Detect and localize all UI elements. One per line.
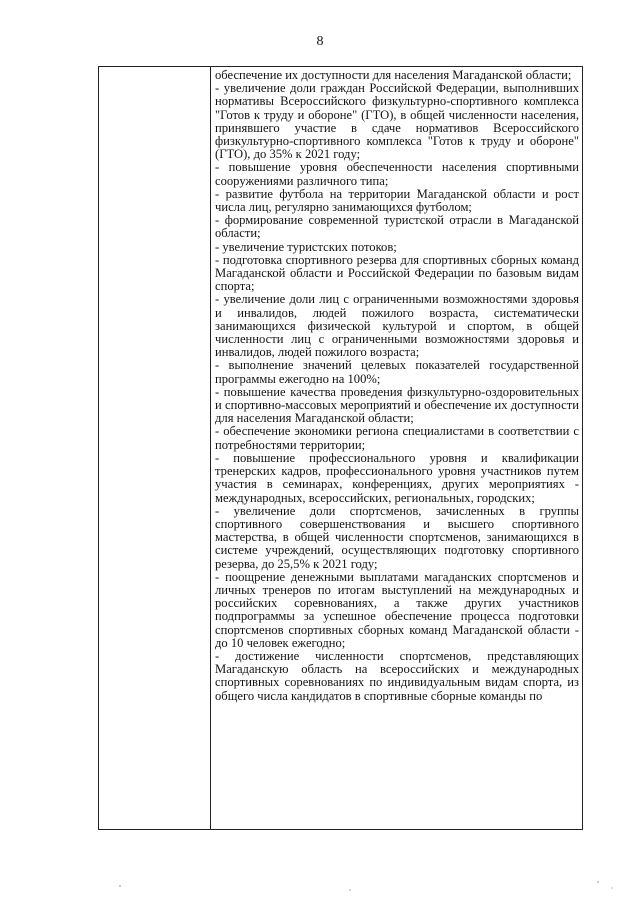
list-item: обеспечение их доступности для населения Магаданской области;	[215, 68, 572, 82]
page-number: 8	[316, 34, 324, 49]
table-right-cell	[211, 67, 582, 829]
list-item: - формирование современной туристской отрасли в Магаданской области;	[215, 213, 579, 241]
list-item: - обеспечение экономики региона специалистами в соответствии с потребностями территории;	[215, 424, 579, 452]
list-item: - поощрение денежными выплатами магаданских спортсменов и личных тренеров по итогам выступлений на международных и российских соревнованиях, а также других участников подпрограммы за успешное обеспечение процесса подготовки спортсменов спортивных сборных команд Магаданской области - до 10 человек ежегодно;	[215, 569, 579, 650]
list-item: - увеличение доли лиц с ограниченными возможностями здоровья и инвалидов, людей пожилого возраста, систематически занимающихся физической культурой и спортом, в общей численности лиц с ограниченными возможностями здоровья и инвалидов, людей пожилого возраста;	[215, 292, 579, 360]
table-left-cell	[99, 67, 211, 829]
program-table	[98, 66, 583, 830]
list-item: - увеличение доли граждан Российской Федерации, выполнивших нормативы Всероссийского физкультурно-спортивного комплекса "Готов к труду и обороне" (ГТО), в общей численности населения, принявшего участие в сдаче нормативов Всероссийского физкультурно-спортивного комплекса "Готов к труду и обороне" (ГТО), до 35% к 2021 году;	[215, 81, 579, 162]
list-item: - повышение профессионального уровня и квалификации тренерских кадров, профессионального уровня участников путем участия в семинарах, конференциях, других мероприятиях - международных, всероссийских, региональных, городских;	[215, 450, 579, 505]
list-item: - увеличение доли спортсменов, зачисленных в группы спортивного совершенствования и высшего спортивного мастерства, в общей численности спортсменов, занимающихся в системе учреждений, осуществляющих подготовку спортивного резерва, до 25,5% к 2021 году;	[215, 503, 579, 571]
list-item: - повышение качества проведения физкультурно-оздоровительных и спортивно-массовых мероприятий и обеспечение их доступности для населения Магаданской области;	[215, 384, 579, 426]
list-item: - подготовка спортивного резерва для спортивных сборных команд Магаданской области и Российской Федерации по базовым видам спорта;	[215, 252, 579, 294]
list-item: - повышение уровня обеспеченности населения спортивными сооружениями различного типа;	[215, 160, 579, 188]
scan-specks	[0, 876, 640, 896]
list-item: - выполнение значений целевых показателей государственной программы ежегодно на 100%;	[215, 358, 579, 386]
list-item: - развитие футбола на территории Магаданской области и рост числа лиц, регулярно занимающихся футболом;	[215, 186, 579, 215]
list-item: - достижение численности спортсменов, представляющих Магаданскую область на всероссийских и международных спортивных соревнованиях по индивидуальным видам спорта, из общего числа кандидатов в спортивные сборные команды по	[215, 648, 579, 703]
list-item: - увеличение туристских потоков;	[215, 239, 397, 254]
